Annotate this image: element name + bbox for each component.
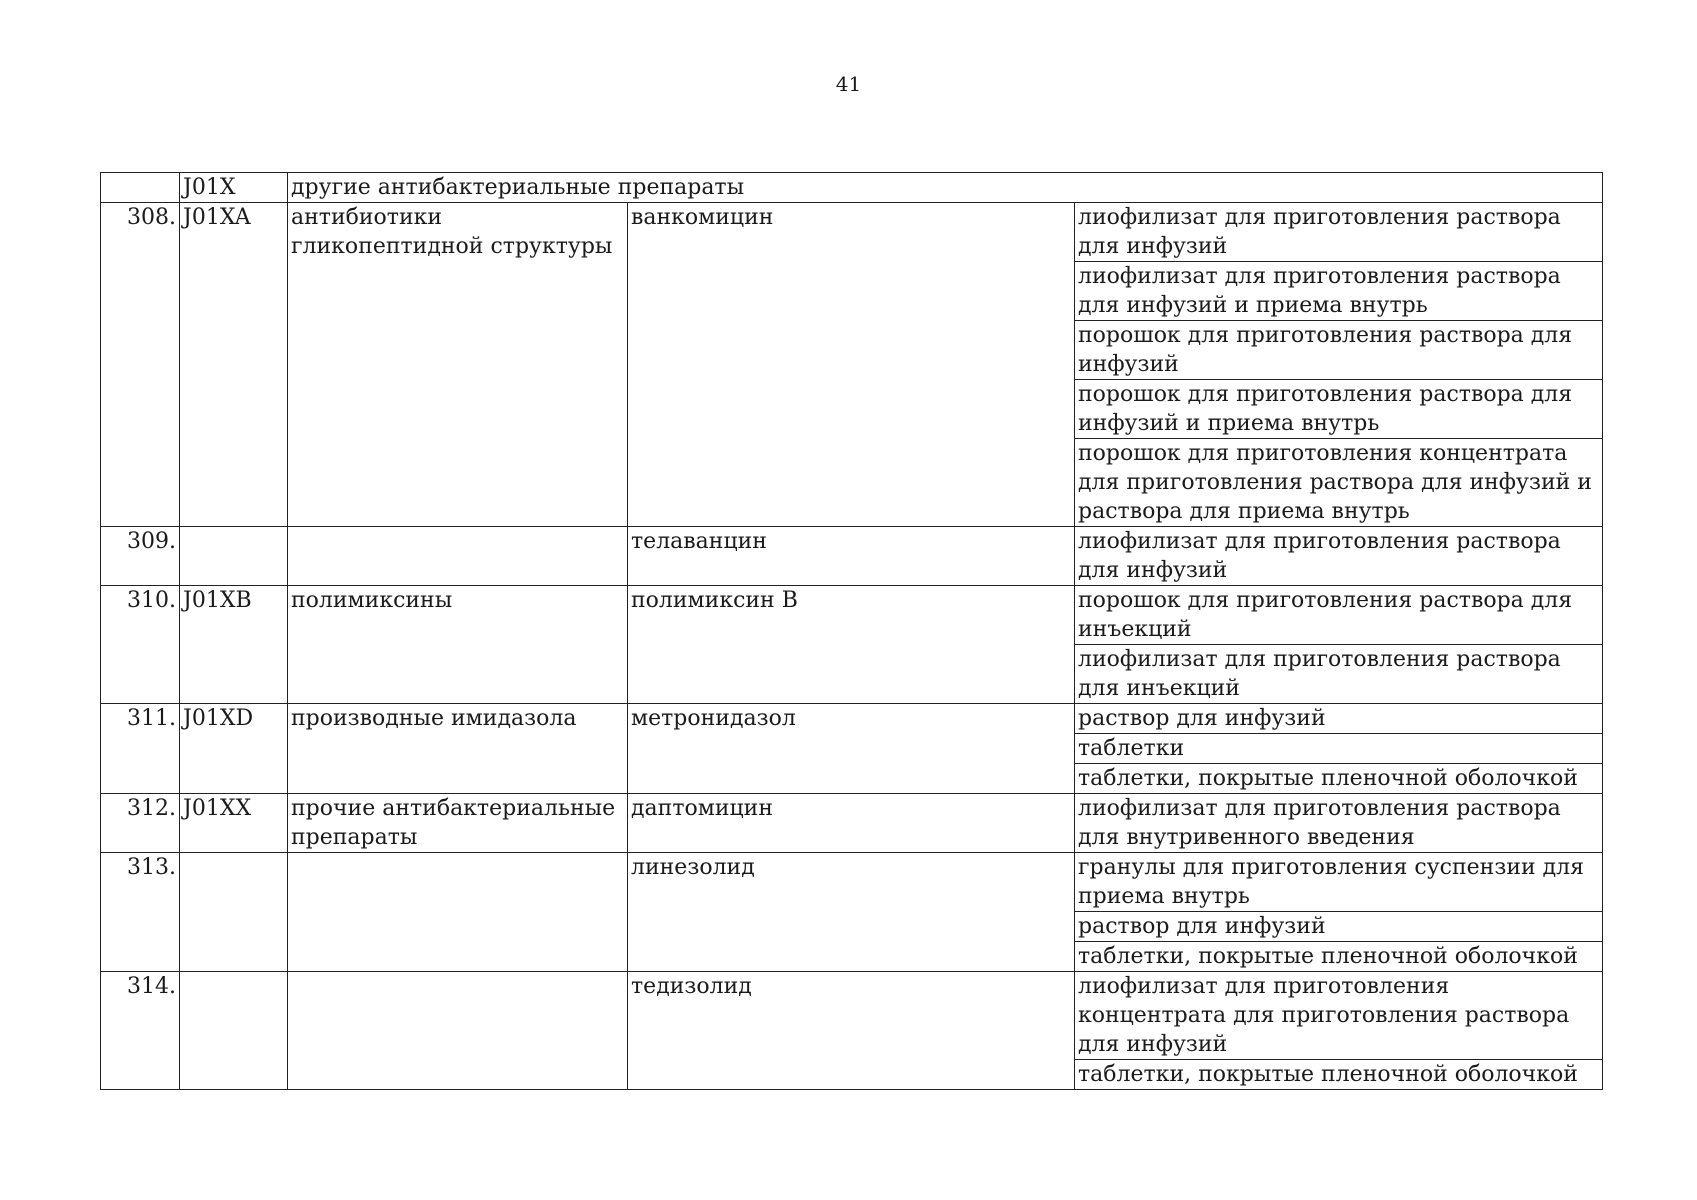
- row-number: 308.: [101, 203, 180, 527]
- page-number: 41: [835, 72, 862, 96]
- dosage-form: раствор для инфузий: [1075, 704, 1603, 734]
- atc-code: J01XA: [180, 203, 288, 527]
- row-number: 312.: [101, 794, 180, 853]
- atc-group: производные имидазола: [288, 704, 628, 794]
- dosage-form: лиофилизат для приготовления концентрата для приготовления раствора для инфузий: [1075, 972, 1603, 1060]
- dosage-form: лиофилизат для приготовления раствора для внутривенного введения: [1075, 794, 1603, 853]
- dosage-form: таблетки, покрытые пленочной оболочкой: [1075, 942, 1603, 972]
- group-name: другие антибактериальные препараты: [288, 173, 1603, 203]
- dosage-form: раствор для инфузий: [1075, 912, 1603, 942]
- atc-code: J01XX: [180, 794, 288, 853]
- atc-code: J01XB: [180, 586, 288, 704]
- dosage-form: порошок для приготовления раствора для инфузий и приема внутрь: [1075, 380, 1603, 439]
- dosage-form: таблетки, покрытые пленочной оболочкой: [1075, 1060, 1603, 1090]
- row-number: 309.: [101, 527, 180, 586]
- table-row: [101, 972, 1603, 1060]
- table-row: [101, 794, 1603, 853]
- group-code: J01X: [180, 173, 288, 203]
- row-number: 310.: [101, 586, 180, 704]
- dosage-form: порошок для приготовления концентрата для приготовления раствора для инфузий и раствора для приема внутрь: [1075, 439, 1603, 527]
- drug-name: метронидазол: [628, 704, 1075, 794]
- table-row: [101, 704, 1603, 734]
- atc-group: антибиотики гликопептидной структуры: [288, 203, 628, 527]
- atc-code: [180, 853, 288, 972]
- drug-name: телаванцин: [628, 527, 1075, 586]
- atc-code: [180, 527, 288, 586]
- row-number: 311.: [101, 704, 180, 794]
- atc-group: [288, 972, 628, 1090]
- dosage-form: лиофилизат для приготовления раствора для инъекций: [1075, 645, 1603, 704]
- drug-name: ванкомицин: [628, 203, 1075, 527]
- group-num-cell: [101, 173, 180, 203]
- dosage-form: таблетки, покрытые пленочной оболочкой: [1075, 764, 1603, 794]
- table-row: [101, 586, 1603, 645]
- dosage-form: гранулы для приготовления суспензии для приема внутрь: [1075, 853, 1603, 912]
- drug-table: [100, 172, 1603, 1090]
- dosage-form: таблетки: [1075, 734, 1603, 764]
- table-row: [101, 527, 1603, 586]
- atc-group: [288, 853, 628, 972]
- dosage-form: порошок для приготовления раствора для инфузий: [1075, 321, 1603, 380]
- group-row: [101, 173, 1603, 203]
- drug-name: полимиксин B: [628, 586, 1075, 704]
- drug-name: даптомицин: [628, 794, 1075, 853]
- table-row: [101, 203, 1603, 262]
- atc-group: [288, 527, 628, 586]
- dosage-form: лиофилизат для приготовления раствора для инфузий: [1075, 527, 1603, 586]
- atc-code: [180, 972, 288, 1090]
- row-number: 314.: [101, 972, 180, 1090]
- row-number: 313.: [101, 853, 180, 972]
- drug-name: линезолид: [628, 853, 1075, 972]
- atc-group: полимиксины: [288, 586, 628, 704]
- table-row: [101, 853, 1603, 912]
- drug-name: тедизолид: [628, 972, 1075, 1090]
- atc-code: J01XD: [180, 704, 288, 794]
- dosage-form: порошок для приготовления раствора для инъекций: [1075, 586, 1603, 645]
- atc-group: прочие антибактериальные препараты: [288, 794, 628, 853]
- dosage-form: лиофилизат для приготовления раствора для инфузий и приема внутрь: [1075, 262, 1603, 321]
- dosage-form: лиофилизат для приготовления раствора для инфузий: [1075, 203, 1603, 262]
